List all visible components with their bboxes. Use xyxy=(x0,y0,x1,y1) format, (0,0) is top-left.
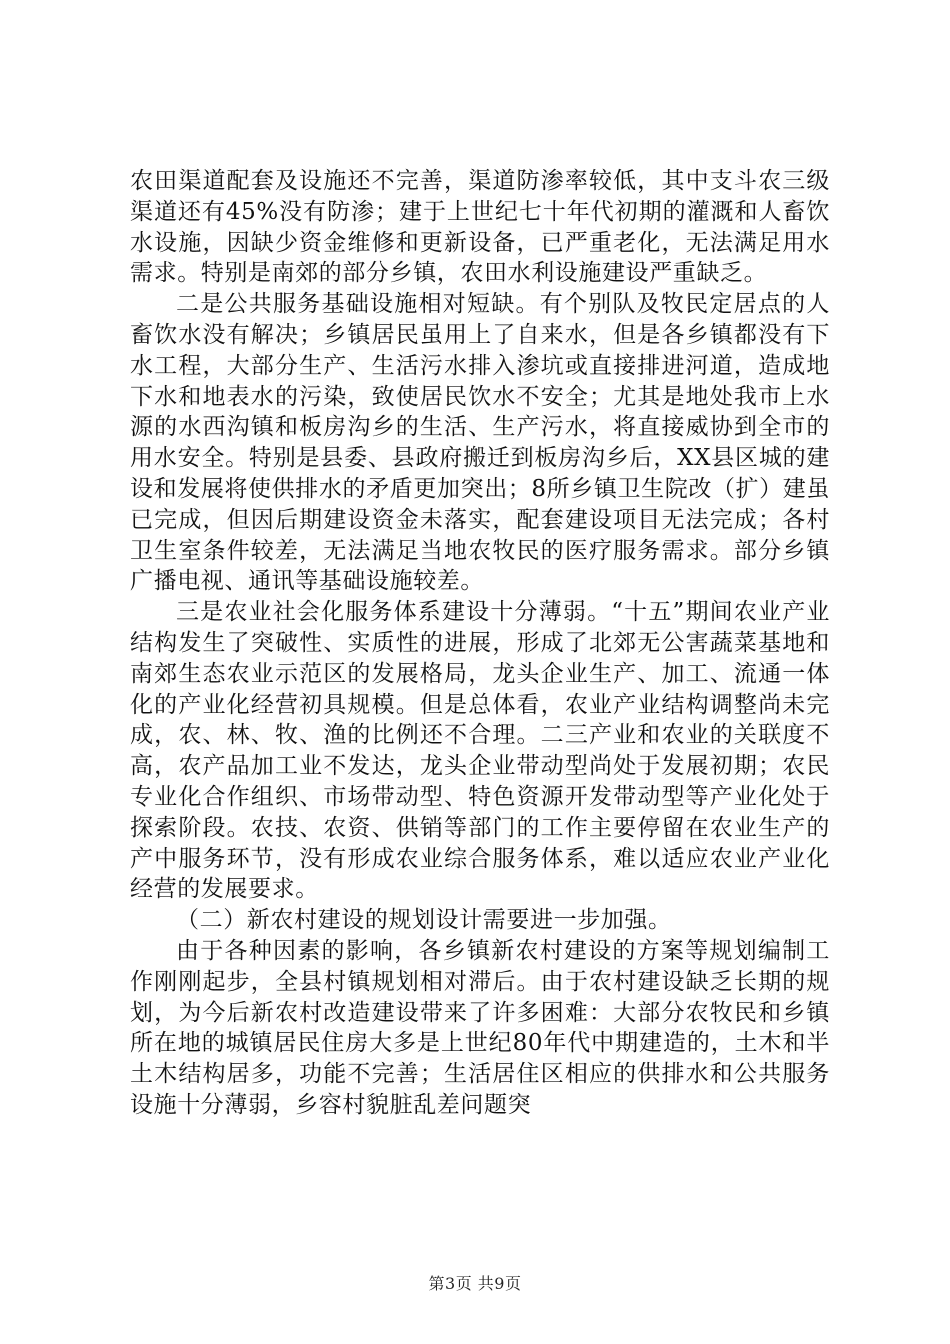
paragraph-public-services: 二是公共服务基础设施相对短缺。有个别队及牧民定居点的人畜饮水没有解决；乡镇居民虽用上了自来水，但是各乡镇都没有下水工程，大部分生产、生活污水排入渗坑或直接排进河道，造成地下水和地表水的污染，致使居民饮水不安全；尤其是地处我市上水源的水西沟镇和板房沟乡的生活、生产污水，将直接威协到全市的用水安全。特别是县委、县政府搬迁到板房沟乡后，XX县区城的建设和发展将使供排水的矛盾更加突出；8所乡镇卫生院改（扩）建虽已完成，但因后期建设资金未落实，配套建设项目无法完成；各村卫生室条件较差，无法满足当地农牧民的医疗服务需求。部分乡镇广播电视、通讯等基础设施较差。 xyxy=(130,291,830,595)
page-footer: 第3页 共9页 xyxy=(428,1274,522,1293)
document-body xyxy=(130,166,830,1121)
paragraph-agri-services: 三是农业社会化服务体系建设十分薄弱。“十五”期间农业产业结构发生了突破性、实质性的进展，形成了北郊无公害蔬菜基地和南郊生态农业示范区的发展格局，龙头企业生产、加工、流通一体化的产业化经营初具规模。但是总体看，农业产业结构调整尚未完成，农、林、牧、渔的比例还不合理。二三产业和农业的关联度不高，农产品加工业不发达，龙头企业带动型尚处于发展初期；农民专业化合作组织、市场带动型、特色资源开发带动型等产业化处于探索阶段。农技、农资、供销等部门的工作主要停留在农业生产的产中服务环节，没有形成农业综合服务体系，难以适应农业产业化经营的发展要求。 xyxy=(130,599,830,903)
paragraph-irrigation: 农田渠道配套及设施还不完善，渠道防渗率较低，其中支斗农三级渠道还有45%没有防渗；建于上世纪七十年代初期的灌溉和人畜饮水设施，因缺少资金维修和更新设备，已严重老化，无法满足用水需求。特别是南郊的部分乡镇，农田水利设施建设严重缺乏。 xyxy=(130,168,830,287)
section-heading-planning: （二）新农村建设的规划设计需要进一步加强。 xyxy=(176,907,672,934)
paragraph-planning: 由于各种因素的影响，各乡镇新农村建设的方案等规划编制工作刚刚起步，全县村镇规划相对滞后。由于农村建设缺乏长期的规划，为今后新农村改造建设带来了许多困难：大部分农牧民和乡镇所在地的城镇居民住房大多是上世纪80年代中期建造的，土木和半土木结构居多，功能不完善；生活居住区相应的供排水和公共服务设施十分薄弱，乡容村貌脏乱差问题突 xyxy=(130,937,830,1118)
